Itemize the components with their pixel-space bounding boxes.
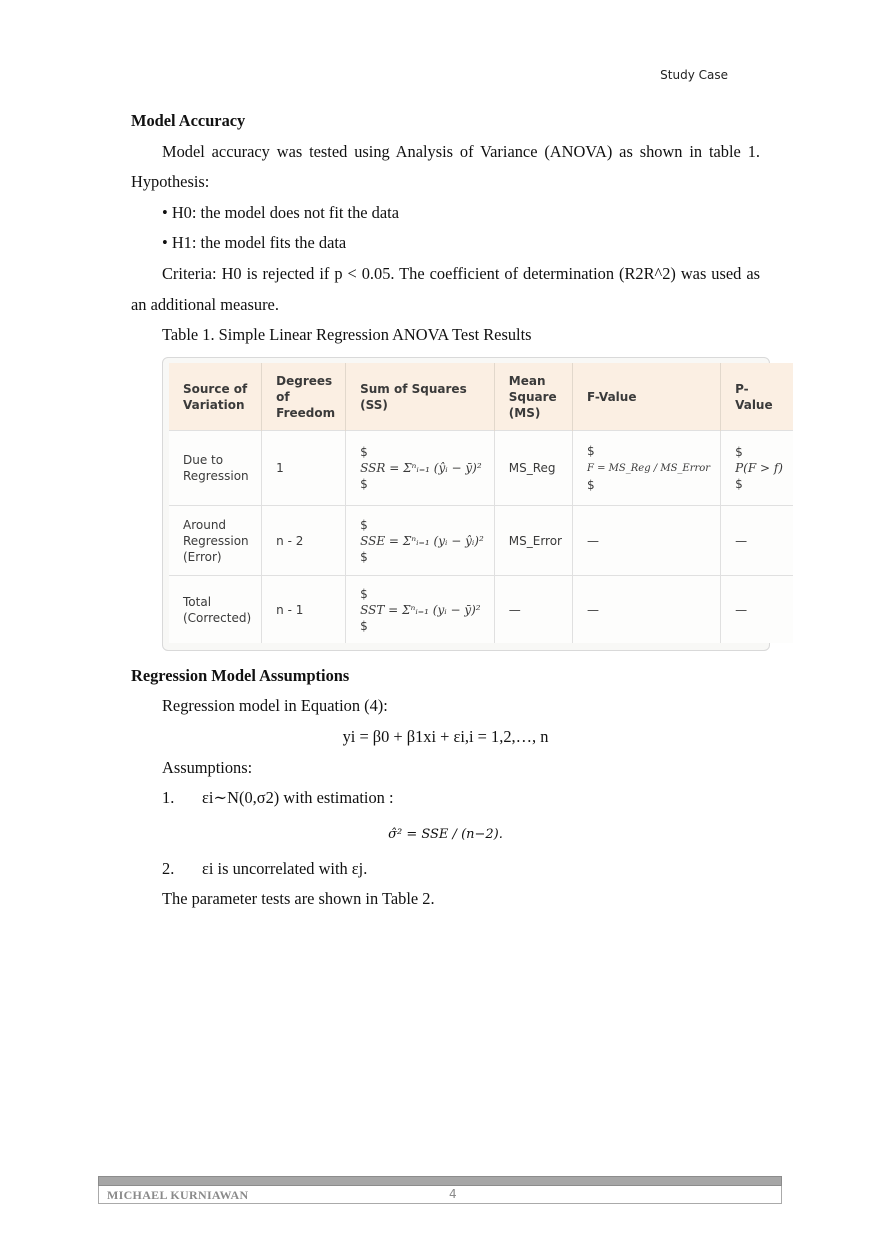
dollar-sign: $ — [360, 549, 368, 564]
cell-ms: MS_Reg — [494, 431, 572, 506]
table-row — [169, 506, 793, 576]
cell-source: Total (Corrected) — [169, 576, 262, 643]
regression-equation: yi = β0 + β1xi + εi,i = 1,2,…, n — [342, 726, 549, 746]
dollar-sign: $ — [587, 478, 595, 493]
table-row — [169, 576, 793, 643]
header-df: Degrees of Freedom — [262, 363, 346, 431]
hypothesis-h1: • H1: the model fits the data — [162, 233, 347, 253]
dollar-sign: $ — [735, 477, 743, 492]
cell-ss — [346, 431, 495, 506]
dollar-sign: $ — [360, 477, 368, 492]
cell-p: — — [721, 576, 793, 643]
assumptions-label: Assumptions: — [162, 757, 253, 777]
cell-ms: MS_Error — [494, 506, 572, 576]
cell-p: — — [721, 506, 793, 576]
sst-formula: SST = Σⁿᵢ₌₁ (yᵢ − ȳ)² — [360, 602, 481, 617]
header-ms: Mean Square (MS) — [494, 363, 572, 431]
assumption-item-1 — [131, 783, 760, 814]
cell-df: 1 — [262, 431, 346, 506]
header-source: Source of Variation — [169, 363, 262, 431]
cell-df: n - 1 — [262, 576, 346, 643]
sigma-estimate-equation: σ̂² = SSE / (n−2). — [388, 826, 503, 842]
header-ss: Sum of Squares (SS) — [346, 363, 495, 431]
cell-source: Due to Regression — [169, 431, 262, 506]
header-p: P-Value — [721, 363, 793, 431]
cell-f: — — [573, 506, 721, 576]
cell-ms: — — [494, 576, 572, 643]
footer-bar — [98, 1176, 782, 1186]
page-number: 4 — [449, 1187, 457, 1201]
paragraph-intro: Model accuracy was tested using Analysis of Variance (ANOVA) as shown in table 1. Hypothesis: — [131, 141, 760, 192]
table-header-row — [169, 363, 793, 431]
item-text: εi is uncorrelated with εj. — [202, 858, 368, 878]
assumption-item-2 — [131, 854, 760, 885]
ssr-formula: SSR = Σⁿᵢ₌₁ (ŷᵢ − ȳ)² — [360, 461, 482, 476]
dollar-sign: $ — [587, 444, 595, 459]
cell-df: n - 2 — [262, 506, 346, 576]
dollar-sign: $ — [360, 445, 368, 460]
dollar-sign: $ — [360, 618, 368, 633]
dollar-sign: $ — [360, 586, 368, 601]
table-caption: Table 1. Simple Linear Regression ANOVA Test Results — [162, 325, 532, 345]
dollar-sign: $ — [735, 445, 743, 460]
p-formula: P(F > f) — [735, 461, 783, 476]
item-number: 2. — [162, 858, 175, 878]
closing-sentence: The parameter tests are shown in Table 2. — [162, 889, 435, 909]
f-formula: F = MS_Reg / MS_Error — [587, 463, 711, 475]
cell-f — [573, 431, 721, 506]
dollar-sign: $ — [360, 517, 368, 532]
page-content — [131, 106, 783, 915]
item-number: 1. — [162, 788, 175, 808]
item-text: εi∼N(0,σ2) with estimation : — [202, 788, 394, 808]
running-header: Study Case — [660, 68, 728, 82]
section-heading-assumptions: Regression Model Assumptions — [131, 665, 350, 685]
cell-source: Around Regression (Error) — [169, 506, 262, 576]
header-f: F-Value — [573, 363, 721, 431]
hypothesis-h0: • H0: the model does not fit the data — [162, 202, 399, 222]
author-name: MICHAEL KURNIAWAN — [107, 1188, 249, 1202]
section-heading-model-accuracy: Model Accuracy — [131, 111, 246, 130]
cell-p — [721, 431, 793, 506]
paragraph-criteria: Criteria: H0 is rejected if p < 0.05. The coefficient of determination (R2R^2) was used as an additional measure. — [131, 263, 760, 314]
page-footer — [98, 1176, 782, 1204]
sse-formula: SSE = Σⁿᵢ₌₁ (yᵢ − ŷᵢ)² — [360, 533, 484, 548]
cell-ss — [346, 506, 495, 576]
anova-table-image — [162, 357, 783, 651]
equation-intro: Regression model in Equation (4): — [162, 696, 388, 716]
table-row — [169, 431, 793, 506]
cell-ss — [346, 576, 495, 643]
footer-line — [98, 1186, 782, 1204]
cell-f: — — [573, 576, 721, 643]
anova-table — [169, 363, 793, 643]
